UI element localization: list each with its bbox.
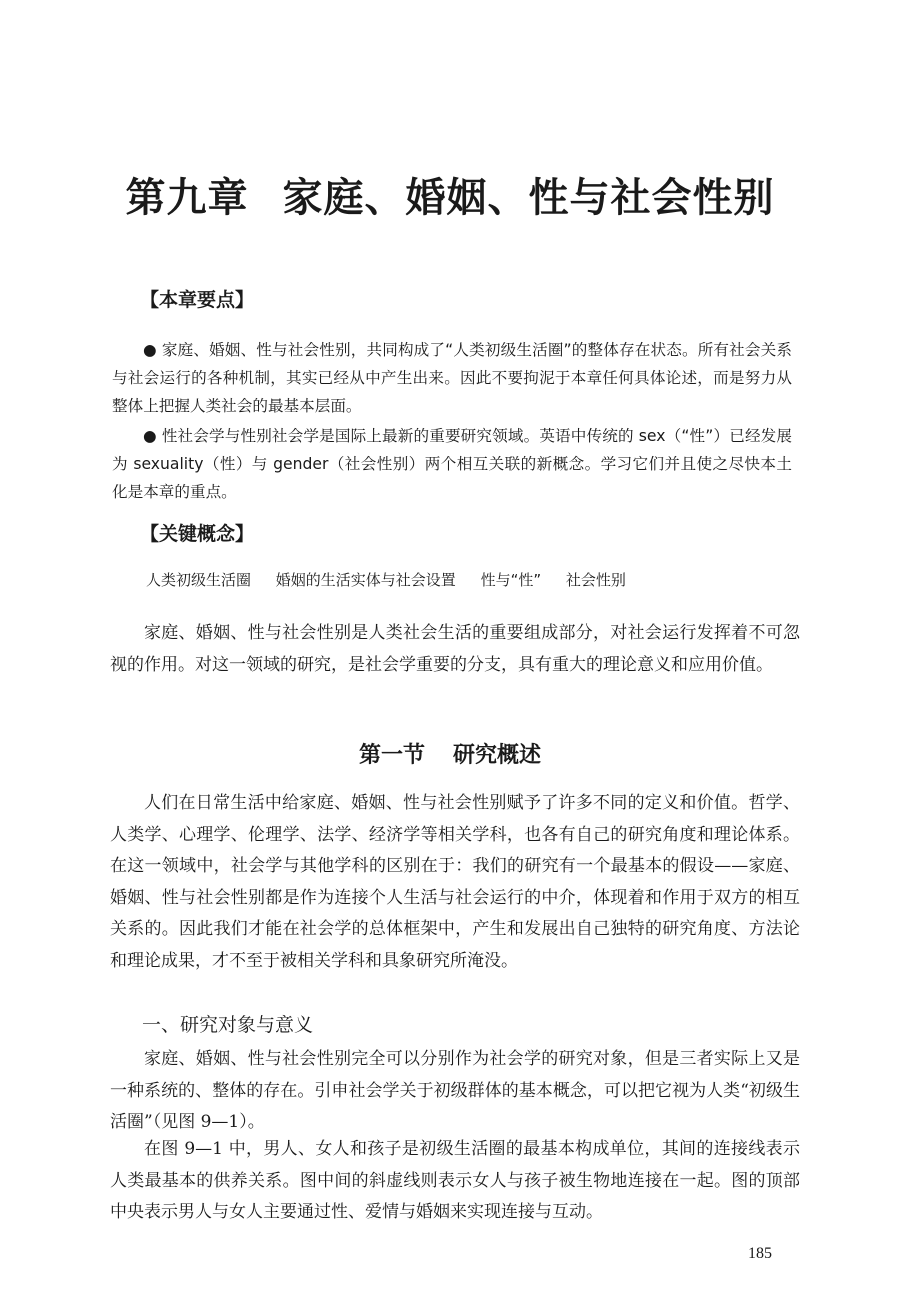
section-title [0, 740, 900, 772]
key-concept-item: 社会性别 [565, 571, 626, 589]
page-number: 185 [748, 1245, 772, 1262]
key-points-heading: 【本章要点】 [140, 289, 255, 311]
key-point-item: ● 性社会学与性别社会学是国际上最新的重要研究领域。英语中传统的 sex（“性”）已经发展为 sexuality（性）与 gender（社会性别）两个相互关联的新概念。学习它们并且使之尽快本土化是本章的重点。 [112, 427, 792, 501]
key-concepts-heading: 【关键概念】 [140, 523, 255, 545]
section-name: 研究概述 [453, 743, 542, 768]
section-paragraph: 人们在日常生活中给家庭、婚姻、性与社会性别赋予了许多不同的定义和价值。哲学、人类学、心理学、伦理学、法学、经济学等相关学科，也各有自己的研究角度和理论体系。在这一领域中，社会学与其他学科的区别在于：我们的研究有一个最基本的假设——家庭、婚姻、性与社会性别都是作为连接个人生活与社会运行的中介，体现着和作用于双方的相互关系的。因此我们才能在社会学的总体框架中，产生和发展出自己独特的研究角度、方法论和理论成果，才不至于被相关学科和具象研究所淹没。 [110, 793, 800, 971]
chapter-name: 家庭、婚姻、性与社会性别 [282, 174, 775, 221]
chapter-title [0, 168, 900, 228]
key-concept-item: 婚姻的生活实体与社会设置 [275, 571, 456, 589]
intro-paragraph: 家庭、婚姻、性与社会性别是人类社会生活的重要组成部分，对社会运行发挥着不可忽视的作用。对这一领域的研究，是社会学重要的分支，具有重大的理论意义和应用价值。 [110, 623, 800, 675]
section-number: 第一节 [358, 743, 425, 768]
key-concepts-list [146, 566, 646, 594]
key-concept-item: 性与“性” [480, 571, 542, 589]
subsection-heading: 一、研究对象与意义 [142, 1014, 314, 1036]
chapter-number: 第九章 [125, 174, 249, 221]
subsection-paragraph: 在图 9—1 中，男人、女人和孩子是初级生活圈的最基本构成单位，其间的连接线表示人类最基本的供养关系。图中间的斜虚线则表示女人与孩子被生物地连接在一起。图的顶部中央表示男人与女人主要通过性、爱情与婚姻来实现连接与互动。 [110, 1139, 800, 1222]
key-concept-item: 人类初级生活圈 [146, 571, 252, 589]
key-point-item: ● 家庭、婚姻、性与社会性别，共同构成了“人类初级生活圈”的整体存在状态。所有社会关系与社会运行的各种机制，其实已经从中产生出来。因此不要拘泥于本章任何具体论述，而是努力从整体上把握人类社会的最基本层面。 [112, 341, 792, 415]
subsection-paragraph: 家庭、婚姻、性与社会性别完全可以分别作为社会学的研究对象，但是三者实际上又是一种系统的、整体的存在。引申社会学关于初级群体的基本概念，可以把它视为人类“初级生活圈”（见图 9—1）。 [110, 1049, 800, 1132]
